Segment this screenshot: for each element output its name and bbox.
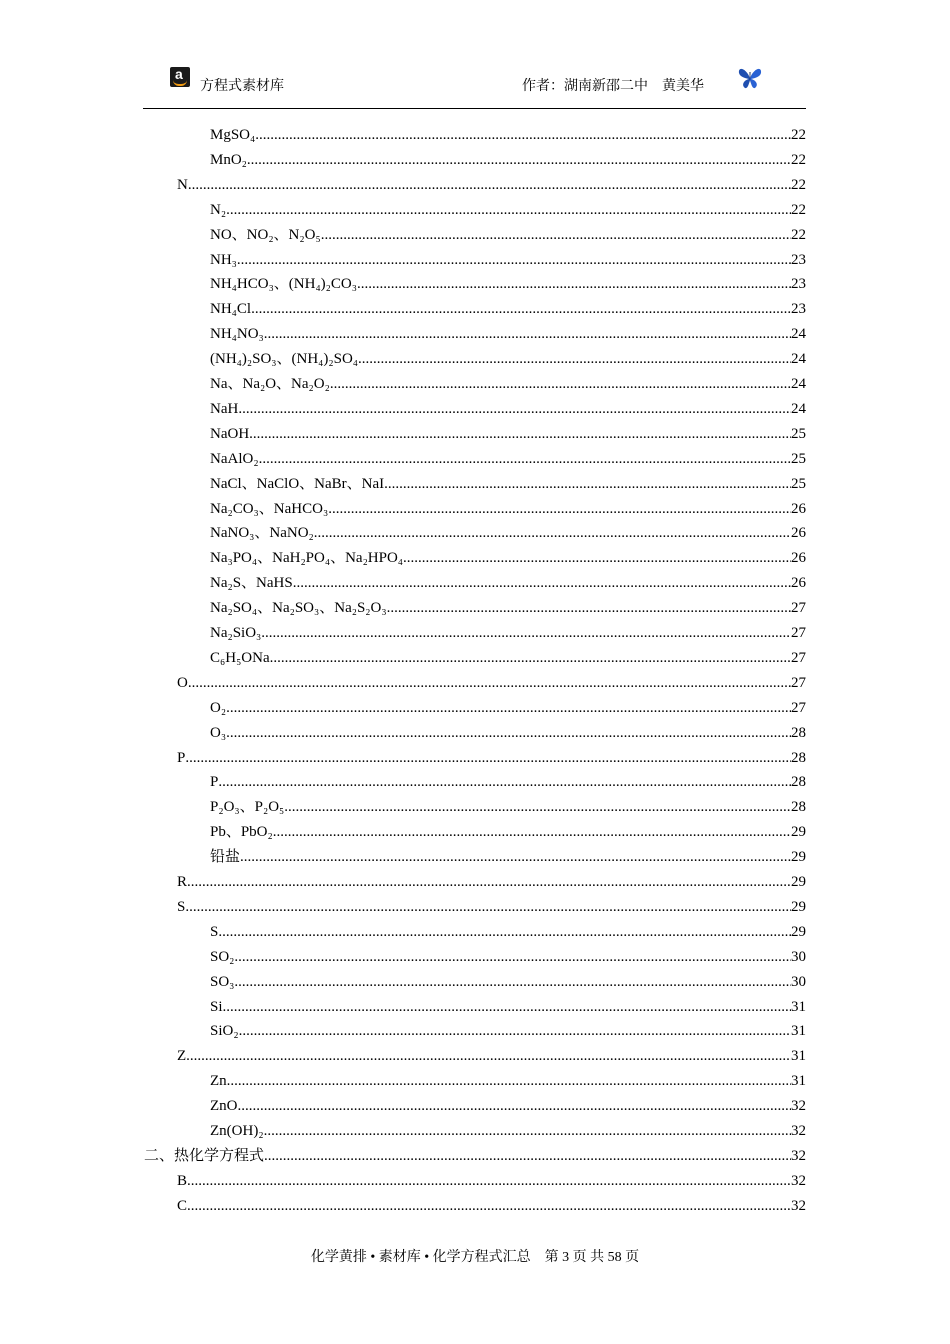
toc-entry[interactable] (210, 423, 806, 445)
toc-entry-label: Z (177, 1048, 187, 1065)
toc-entry[interactable] (210, 796, 806, 818)
toc-dot-leader (255, 124, 791, 146)
toc-entry-label: 二、热化学方程式 (144, 1147, 265, 1164)
toc-entry-label: R (177, 874, 188, 890)
toc-entry[interactable] (210, 722, 806, 744)
toc-entry-label: Na₂CO₃、NaHCO₃ (210, 500, 329, 517)
toc-entry-page: 27 (791, 600, 806, 617)
toc-entry-page: 27 (791, 674, 806, 691)
toc-entry-label: 铅盐 (210, 849, 241, 866)
toc-dot-leader (264, 323, 791, 345)
toc-entry[interactable] (210, 622, 806, 644)
toc-entry[interactable] (210, 846, 806, 868)
toc-entry-page: 28 (791, 724, 806, 741)
toc-dot-leader (259, 448, 791, 470)
toc-entry-page: 23 (791, 251, 806, 268)
toc-entry-page: 28 (791, 774, 806, 791)
toc-entry-label: ZnO (210, 1098, 238, 1115)
toc-dot-leader (384, 473, 791, 495)
toc-entry-label: Zn (210, 1073, 227, 1090)
toc-entry-page: 25 (791, 450, 806, 467)
toc-dot-leader (273, 821, 791, 843)
toc-dot-leader (247, 149, 791, 171)
toc-entry-page: 26 (791, 550, 806, 567)
toc-dot-leader (357, 273, 791, 295)
toc-entry[interactable] (210, 647, 806, 669)
toc-dot-leader (226, 199, 791, 221)
toc-entry[interactable] (210, 821, 806, 843)
toc-dot-leader (187, 1170, 791, 1192)
butterfly-icon (736, 66, 764, 90)
toc-dot-leader (330, 373, 791, 395)
toc-entry-page: 32 (791, 1123, 806, 1139)
toc-entry[interactable] (210, 498, 806, 520)
toc-entry-page: 31 (791, 1048, 806, 1065)
toc-entry[interactable] (177, 747, 806, 769)
toc-entry-page: 22 (791, 201, 806, 218)
toc-entry-label: O₃ (210, 724, 227, 741)
toc-entry-page: 32 (791, 1197, 806, 1214)
toc-entry-label: NH₄Cl (210, 301, 252, 318)
toc-entry-label: (NH₄)₂SO₃、(NH₄)₂SO₄ (210, 351, 359, 368)
toc-entry-page: 27 (791, 649, 806, 666)
toc-entry-page: 22 (791, 226, 806, 243)
toc-entry[interactable] (210, 1020, 806, 1042)
toc-dot-leader (239, 1020, 791, 1042)
toc-entry[interactable] (210, 398, 806, 420)
toc-entry-label: MgSO₄ (210, 127, 256, 143)
toc-dot-leader (261, 622, 791, 644)
toc-dot-leader (249, 423, 791, 445)
toc-entry[interactable] (210, 149, 806, 171)
toc-dot-leader (237, 249, 791, 271)
toc-dot-leader (238, 1095, 792, 1117)
toc-entry[interactable] (177, 174, 806, 196)
header-divider (143, 108, 806, 109)
toc-entry[interactable] (177, 896, 806, 918)
toc-dot-leader (187, 1195, 791, 1217)
toc-entry[interactable] (144, 1145, 806, 1167)
toc-entry-page: 24 (791, 326, 806, 343)
toc-entry-label: Zn(OH)₂ (210, 1123, 264, 1139)
toc-entry-page: 23 (791, 301, 806, 318)
toc-entry[interactable] (210, 946, 806, 968)
toc-entry-page: 26 (791, 525, 806, 542)
toc-dot-leader (234, 946, 791, 968)
toc-entry-page: 31 (791, 998, 806, 1015)
toc-entry-label: N (177, 176, 188, 193)
toc-dot-leader (251, 298, 791, 320)
toc-entry[interactable] (210, 547, 806, 569)
toc-dot-leader (264, 1145, 791, 1167)
toc-dot-leader (264, 1120, 791, 1142)
toc-entry-page: 29 (791, 923, 806, 940)
toc-entry-page: 26 (791, 500, 806, 517)
page-header (0, 0, 950, 112)
toc-dot-leader (218, 771, 791, 793)
toc-entry-label: Na、Na₂O、Na₂O₂ (210, 376, 330, 392)
toc-entry-label: O (177, 674, 188, 691)
toc-dot-leader (240, 846, 791, 868)
toc-entry[interactable] (177, 1045, 806, 1067)
toc-dot-leader (187, 871, 791, 893)
toc-dot-leader (188, 174, 791, 196)
toc-entry-label: P (210, 774, 219, 791)
toc-entry-page: 27 (791, 699, 806, 716)
toc-entry-page: 25 (791, 425, 806, 442)
toc-dot-leader (185, 896, 791, 918)
toc-entry-label: Na₂SiO₃ (210, 625, 262, 641)
toc-dot-leader (218, 921, 791, 943)
toc-entry-label: MnO₂ (210, 151, 247, 168)
toc-entry-label: S (210, 923, 219, 940)
toc-entry[interactable] (210, 1095, 806, 1117)
toc-entry[interactable] (210, 921, 806, 943)
toc-entry-label: NaH (210, 400, 239, 417)
toc-entry-page: 24 (791, 376, 806, 392)
toc-entry[interactable] (210, 697, 806, 719)
page-footer: 化学黄排 • 素材库 • 化学方程式汇总 第 3 页 共 58 页 (310, 1250, 640, 1265)
toc-entry-page: 30 (791, 973, 806, 990)
toc-entry-label: NaNO₃、NaNO₂ (210, 525, 314, 542)
amazon-logo-icon (170, 67, 190, 87)
toc-entry-page: 29 (791, 849, 806, 866)
toc-entry-page: 32 (791, 1172, 806, 1189)
toc-entry-page: 32 (791, 1147, 806, 1164)
toc-entry-label: NH₄HCO₃、(NH₄)₂CO₃ (210, 276, 357, 293)
toc-entry[interactable] (210, 298, 806, 320)
toc-entry[interactable] (177, 1170, 806, 1192)
toc-entry-page: 22 (791, 127, 806, 143)
toc-entry-label: Na₃PO₄、NaH₂PO₄、Na₂HPO₄ (210, 550, 404, 567)
toc-entry-label: NaOH (210, 425, 250, 442)
toc-entry-page: 22 (791, 151, 806, 168)
toc-entry-page: 28 (791, 749, 806, 766)
toc-dot-leader (270, 647, 791, 669)
toc-entry-page: 31 (791, 1073, 806, 1090)
toc-dot-leader (226, 697, 791, 719)
toc-entry[interactable] (210, 323, 806, 345)
toc-entry-page: 24 (791, 400, 806, 417)
toc-entry[interactable] (210, 971, 806, 993)
toc-entry-label: SO₃ (210, 973, 235, 990)
toc-entry-page: 23 (791, 276, 806, 293)
toc-entry-page: 26 (791, 575, 806, 592)
toc-entry[interactable] (210, 771, 806, 793)
toc-entry-label: C₆H₅ONa (210, 649, 270, 666)
toc-entry[interactable] (210, 572, 806, 594)
toc-entry-label: C (177, 1197, 188, 1214)
toc-entry-page: 32 (791, 1098, 806, 1115)
toc-entry[interactable] (210, 199, 806, 221)
toc-entry[interactable] (177, 1195, 806, 1217)
toc-dot-leader (321, 224, 791, 246)
toc-dot-leader (328, 498, 791, 520)
toc-entry-page: 30 (791, 948, 806, 965)
header-author: 作者：湖南新邵二中 黄美华 (522, 79, 704, 94)
header-library-title: 方程式素材库 (200, 79, 284, 94)
toc-entry-page: 25 (791, 475, 806, 492)
toc-entry[interactable] (210, 448, 806, 470)
toc-entry-label: Na₂S、NaHS (210, 575, 293, 592)
toc-dot-leader (314, 522, 791, 544)
toc-dot-leader (293, 572, 791, 594)
toc-entry-page: 29 (791, 824, 806, 841)
toc-entry-label: NO、NO₂、N₂O₅ (210, 226, 321, 243)
toc-entry-label: S (177, 898, 186, 915)
toc-dot-leader (186, 1045, 791, 1067)
toc-entry-label: B (177, 1172, 188, 1189)
toc-dot-leader (234, 971, 791, 993)
toc-dot-leader (223, 996, 791, 1018)
toc-dot-leader (238, 398, 791, 420)
toc-entry[interactable] (177, 871, 806, 893)
toc-entry[interactable] (210, 373, 806, 395)
toc-entry-label: NaCl、NaClO、NaBr、NaI (210, 475, 385, 492)
toc-dot-leader (284, 796, 791, 818)
toc-dot-leader (358, 348, 791, 370)
toc-entry-page: 28 (791, 799, 806, 816)
toc-entry[interactable] (210, 224, 806, 246)
toc-entry[interactable] (210, 996, 806, 1018)
toc-entry-label: Si (210, 998, 223, 1015)
toc-entry[interactable] (210, 473, 806, 495)
toc-dot-leader (403, 547, 791, 569)
toc-entry-page: 24 (791, 351, 806, 368)
toc-entry-label: NH₃ (210, 251, 237, 268)
toc-entry-label: Na₂SO₄、Na₂SO₃、Na₂S₂O₃ (210, 600, 387, 617)
toc-entry-label: N₂ (210, 201, 227, 218)
toc-entry-label: SO₂ (210, 948, 235, 965)
toc-dot-leader (387, 597, 791, 619)
toc-entry[interactable] (210, 1070, 806, 1092)
toc-dot-leader (188, 672, 791, 694)
toc-entry[interactable] (210, 249, 806, 271)
toc-entry-page: 31 (791, 1023, 806, 1040)
toc-dot-leader (227, 1070, 791, 1092)
toc-entry[interactable] (177, 672, 806, 694)
toc-entry[interactable] (210, 124, 806, 146)
toc-dot-leader (226, 722, 791, 744)
toc-entry[interactable] (210, 522, 806, 544)
toc-entry-label: P₂O₃、P₂O₅ (210, 799, 285, 816)
toc-entry-label: Pb、PbO₂ (210, 824, 273, 841)
toc-entry[interactable] (210, 597, 806, 619)
toc-dot-leader (185, 747, 791, 769)
logo-letter: a (175, 66, 183, 82)
toc-entry[interactable] (210, 348, 806, 370)
toc-entry-page: 29 (791, 898, 806, 915)
toc-entry[interactable] (210, 1120, 806, 1142)
toc-entry-label: NH₄NO₃ (210, 326, 264, 343)
toc-entry-page: 29 (791, 874, 806, 890)
toc-entry-label: P (177, 749, 186, 766)
toc-entry-page: 27 (791, 625, 806, 641)
toc-entry-page: 22 (791, 176, 806, 193)
toc-entry[interactable] (210, 273, 806, 295)
toc-entry-label: O₂ (210, 699, 227, 716)
toc-entry-label: SiO₂ (210, 1023, 239, 1040)
toc-entry-label: NaAlO₂ (210, 450, 259, 467)
